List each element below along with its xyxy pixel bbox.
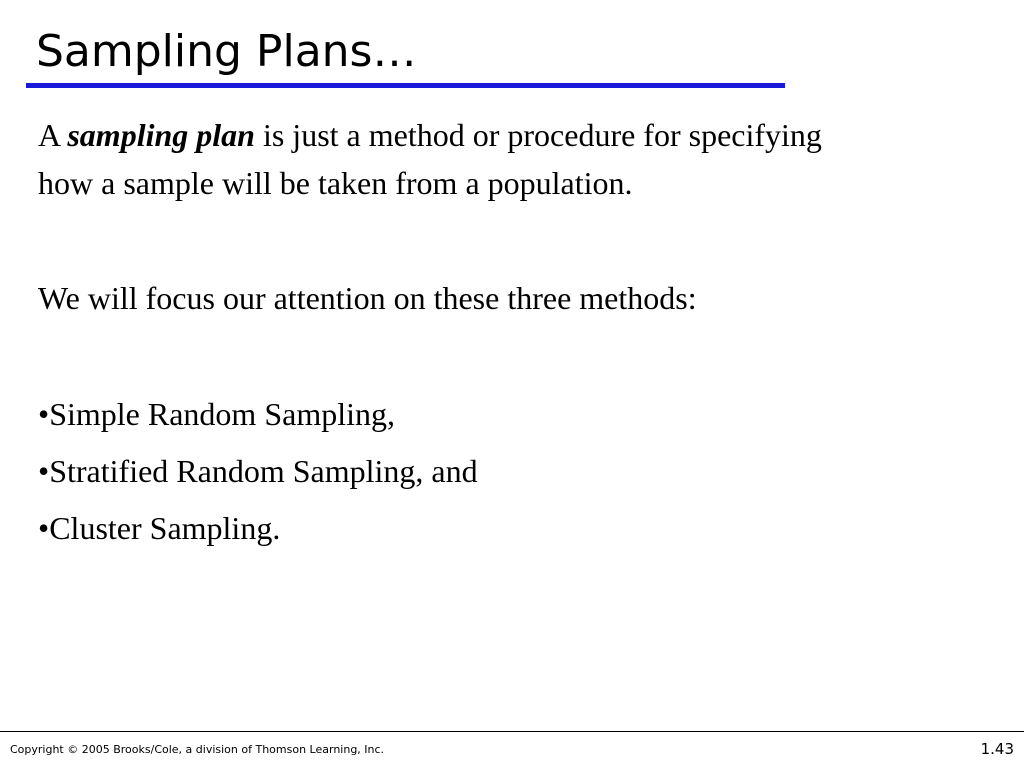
- method-item-simple-random: •Simple Random Sampling,: [38, 396, 395, 432]
- intro-term: sampling plan: [67, 117, 255, 153]
- method-item-cluster: •Cluster Sampling.: [38, 510, 281, 546]
- slide-title: Sampling Plans…: [36, 26, 417, 77]
- page-number: 1.43: [980, 740, 1014, 758]
- footer-copyright: Copyright © 2005 Brooks/Cole, a division of Thomson Learning, Inc.: [10, 743, 385, 756]
- intro-line1-rest: is just a method or procedure for specifying: [254, 117, 822, 153]
- title-underline: [26, 83, 785, 88]
- focus-paragraph: We will focus our attention on these three methods:: [38, 280, 697, 316]
- footer-divider: [0, 731, 1024, 732]
- methods-list: [38, 386, 478, 557]
- method-item-stratified-random: •Stratified Random Sampling, and: [38, 453, 478, 489]
- intro-lead: A: [38, 117, 68, 153]
- intro-paragraph: [38, 111, 822, 207]
- intro-line2: how a sample will be taken from a population.: [38, 165, 633, 201]
